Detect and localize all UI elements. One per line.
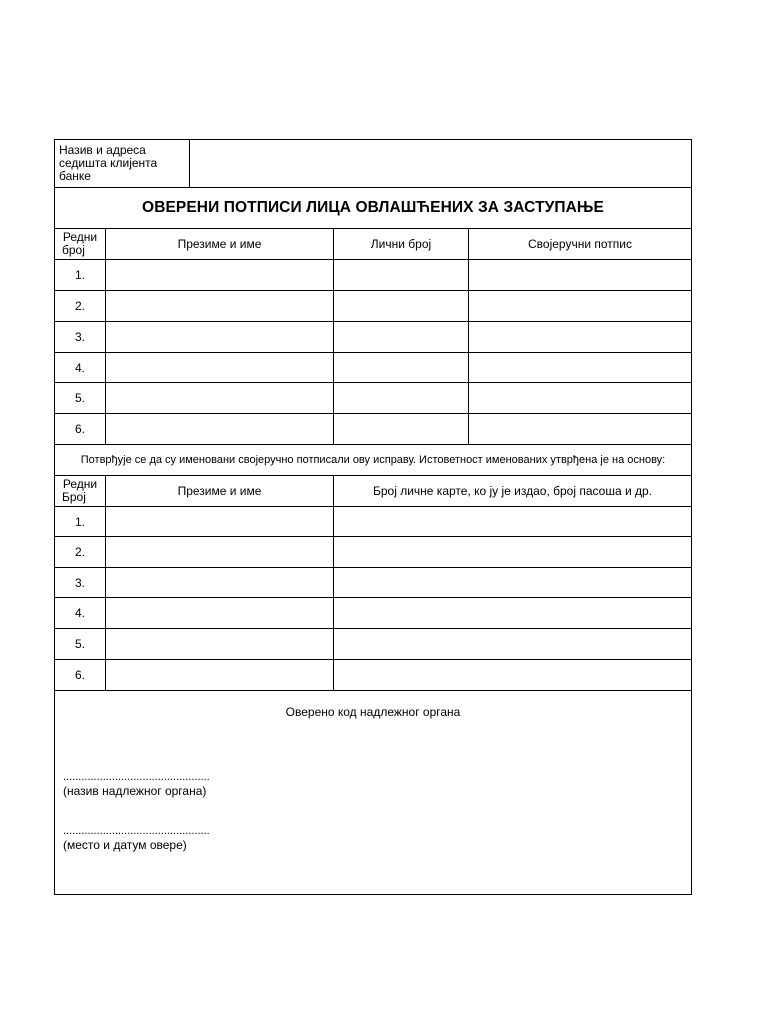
client-value-field[interactable] xyxy=(190,140,691,187)
table2-name-field[interactable] xyxy=(106,568,334,597)
table1-id-field[interactable] xyxy=(334,414,469,444)
table2-name-field[interactable] xyxy=(106,660,334,690)
table1-row-number: 6. xyxy=(55,414,106,444)
table1-name-field[interactable] xyxy=(106,383,334,413)
table2-row-number: 6. xyxy=(55,660,106,690)
table1-signature-field[interactable] xyxy=(469,414,691,444)
place-date-line[interactable]: ................................................ xyxy=(63,825,210,837)
table2-name-field[interactable] xyxy=(106,598,334,628)
table1-col-number xyxy=(55,229,106,259)
table1-col-number-line1: Редни xyxy=(62,230,98,244)
title-row xyxy=(55,188,691,229)
table1-col-name: Презиме и име xyxy=(106,229,334,259)
table2-col-name: Презиме и име xyxy=(106,476,334,506)
table2-row-number: 3. xyxy=(55,568,106,597)
table1-signature-field[interactable] xyxy=(469,353,691,382)
table2-col-document: Број личне карте, ко ју је издао, број пасоша и др. xyxy=(372,484,653,498)
table1-signature-field[interactable] xyxy=(469,383,691,413)
client-row xyxy=(55,140,691,188)
table1-name-field[interactable] xyxy=(106,322,334,352)
table2-row-number: 1. xyxy=(55,507,106,536)
table1-row xyxy=(55,383,691,414)
table1-signature-field[interactable] xyxy=(469,291,691,321)
table2-row-number: 2. xyxy=(55,537,106,567)
table1-col-signature: Својеручни потпис xyxy=(528,237,632,251)
table1-id-field[interactable] xyxy=(334,260,469,290)
client-label-cell xyxy=(55,140,190,187)
table1-id-field[interactable] xyxy=(334,291,469,321)
authority-line[interactable]: ................................................ xyxy=(63,771,210,783)
table2-document-field[interactable] xyxy=(334,629,691,659)
table2-col-number xyxy=(55,476,106,506)
table1-row-number: 1. xyxy=(55,260,106,290)
table2-document-field[interactable] xyxy=(334,537,691,567)
table2-col-number-line1: Редни xyxy=(62,477,98,491)
table2-document-field[interactable] xyxy=(334,568,691,597)
table2-name-field[interactable] xyxy=(106,507,334,536)
table2-row xyxy=(55,660,691,691)
table2-row-number: 4. xyxy=(55,598,106,628)
table2-row xyxy=(55,598,691,629)
table1-name-field[interactable] xyxy=(106,414,334,444)
table1-name-field[interactable] xyxy=(106,353,334,382)
table2-row xyxy=(55,507,691,537)
verified-heading: Оверено код надлежног органа xyxy=(285,705,461,719)
table1-row-number: 2. xyxy=(55,291,106,321)
table1-row-number: 3. xyxy=(55,322,106,352)
table1-row xyxy=(55,322,691,353)
table1-row xyxy=(55,414,691,445)
table1-col-id: Лични број xyxy=(334,229,469,259)
client-label-line2: седишта клијента xyxy=(59,156,158,170)
table2-name-field[interactable] xyxy=(106,629,334,659)
table2-document-field[interactable] xyxy=(334,660,691,690)
table2-col-number-line2: Број xyxy=(62,490,86,504)
table1-name-field[interactable] xyxy=(106,291,334,321)
table2-row xyxy=(55,537,691,568)
table1-signature-field[interactable] xyxy=(469,322,691,352)
form-title: ОВЕРЕНИ ПОТПИСИ ЛИЦА ОВЛАШЋЕНИХ ЗА ЗАСТУПАЊЕ xyxy=(142,199,604,216)
confirmation-row xyxy=(55,445,691,476)
table2-row xyxy=(55,629,691,660)
table2-row-number: 5. xyxy=(55,629,106,659)
table1-name-field[interactable] xyxy=(106,260,334,290)
table2-header-row xyxy=(55,476,691,507)
table1-row xyxy=(55,353,691,383)
table1-header-row xyxy=(55,229,691,260)
table2-name-field[interactable] xyxy=(106,537,334,567)
table1-row xyxy=(55,260,691,291)
table1-id-field[interactable] xyxy=(334,383,469,413)
table1-row-number: 4. xyxy=(55,353,106,382)
table1-col-number-line2: број xyxy=(62,243,85,257)
table1-id-field[interactable] xyxy=(334,322,469,352)
table2-document-field[interactable] xyxy=(334,598,691,628)
table2-document-field[interactable] xyxy=(334,507,691,536)
client-label-line1: Назив и адреса xyxy=(59,143,146,157)
client-label-line3: банке xyxy=(59,169,91,183)
signature-form xyxy=(54,139,692,895)
confirmation-text: Потврђује се да су именовани својеручно потписали ову исправу. Истоветност именованих утврђена је на основу: xyxy=(80,454,666,466)
table1-row-number: 5. xyxy=(55,383,106,413)
table1-row xyxy=(55,291,691,322)
table2-row xyxy=(55,568,691,598)
table1-id-field[interactable] xyxy=(334,353,469,382)
verification-section xyxy=(55,691,691,894)
place-date-label: (место и датум овере) xyxy=(63,838,187,852)
authority-label: (назив надлежног органа) xyxy=(63,784,207,798)
table1-signature-field[interactable] xyxy=(469,260,691,290)
